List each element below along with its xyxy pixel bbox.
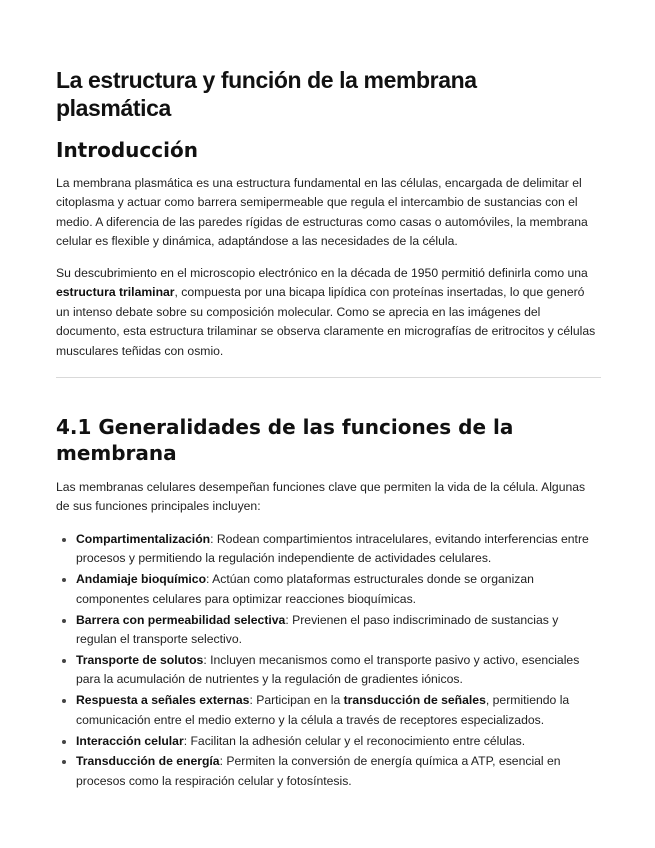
function-term: Transporte de solutos <box>76 652 204 667</box>
list-item <box>56 752 601 791</box>
bullet-icon <box>62 740 66 744</box>
section-heading: 4.1 Generalidades de las funciones de la membrana <box>56 415 514 465</box>
function-text: : Actúan como plataformas estructurales donde se organizan componentes celulares para optimizar reacciones bioquímicas. <box>76 572 534 606</box>
function-text: , permitiendo la comunicación entre el medio externo y la célula a través de receptores especializados. <box>76 693 570 727</box>
bullet-icon <box>62 760 66 764</box>
function-term: Compartimentalización <box>76 532 211 546</box>
intro-heading: Introducción <box>56 138 198 162</box>
function-term: Interacción celular <box>76 733 184 748</box>
list-item <box>56 651 601 690</box>
function-text: : Facilitan la adhesión celular y el reconocimiento entre células. <box>183 733 526 748</box>
bullet-icon <box>62 578 66 582</box>
function-text: : Rodean compartimientos intracelulares, evitando interferencias entre procesos y permitiendo la regulación independiente de actividades celulares. <box>76 532 589 566</box>
list-item <box>56 530 601 569</box>
function-inner-bold: transducción de señales <box>343 693 486 708</box>
document-title: La estructura y función de la membrana plasmática <box>56 67 477 121</box>
function-text: : Previenen el paso indiscriminado de sustancias y regulan el transporte selectivo. <box>76 612 559 647</box>
section-divider <box>56 377 601 378</box>
list-item <box>56 611 601 650</box>
bullet-icon <box>62 699 66 703</box>
bullet-icon <box>62 538 66 542</box>
intro-paragraph-2-bold: estructura trilaminar <box>56 285 175 300</box>
section-intro-paragraph: Las membranas celulares desempeñan funciones clave que permiten la vida de la célula. Algunas de sus funciones principales incluyen: <box>56 480 586 514</box>
function-term: Andamiaje bioquímico <box>76 572 207 587</box>
function-text: : Permiten la conversión de energía química a ATP, esencial en procesos como la respiración celular y fotosíntesis. <box>76 754 561 788</box>
intro-paragraph-1: La membrana plasmática es una estructura fundamental en las células, encargada de delimitar el citoplasma y actuar como barrera semipermeable que regula el intercambio de sustancias con el medio. A diferencia de las paredes rígidas de estructuras como casas o automóviles, la membrana celular es flexible y dinámica, adaptándose a las necesidades de la célula. <box>56 176 588 249</box>
list-item <box>56 570 601 609</box>
function-term: Barrera con permeabilidad selectiva <box>76 612 286 627</box>
intro-paragraph-2-start: Su descubrimiento en el microscopio electrónico en la década de 1950 permitió definirla como una <box>56 266 588 280</box>
bullet-icon <box>62 659 66 663</box>
intro-paragraph-2-end: , compuesta por una bicapa lipídica con proteínas insertadas, lo que generó un intenso debate sobre su composición molecular. Como se aprecia en las imágenes del documento, esta estructura trilaminar se observa claramente en micrografías de eritrocitos y células musculares teñidas con osmio. <box>56 285 596 358</box>
list-item <box>56 732 601 751</box>
function-term: Respuesta a señales externas <box>76 693 250 708</box>
function-text-start: : Participan en la <box>249 693 344 708</box>
function-term: Transducción de energía <box>76 754 220 769</box>
functions-list <box>56 530 601 793</box>
function-text: : Incluyen mecanismos como el transporte pasivo y activo, esenciales para la acumulación de nutrientes y la regulación de gradientes iónicos. <box>76 652 580 687</box>
intro-paragraph-2 <box>56 264 601 361</box>
bullet-icon <box>62 619 66 623</box>
list-item <box>56 691 601 730</box>
